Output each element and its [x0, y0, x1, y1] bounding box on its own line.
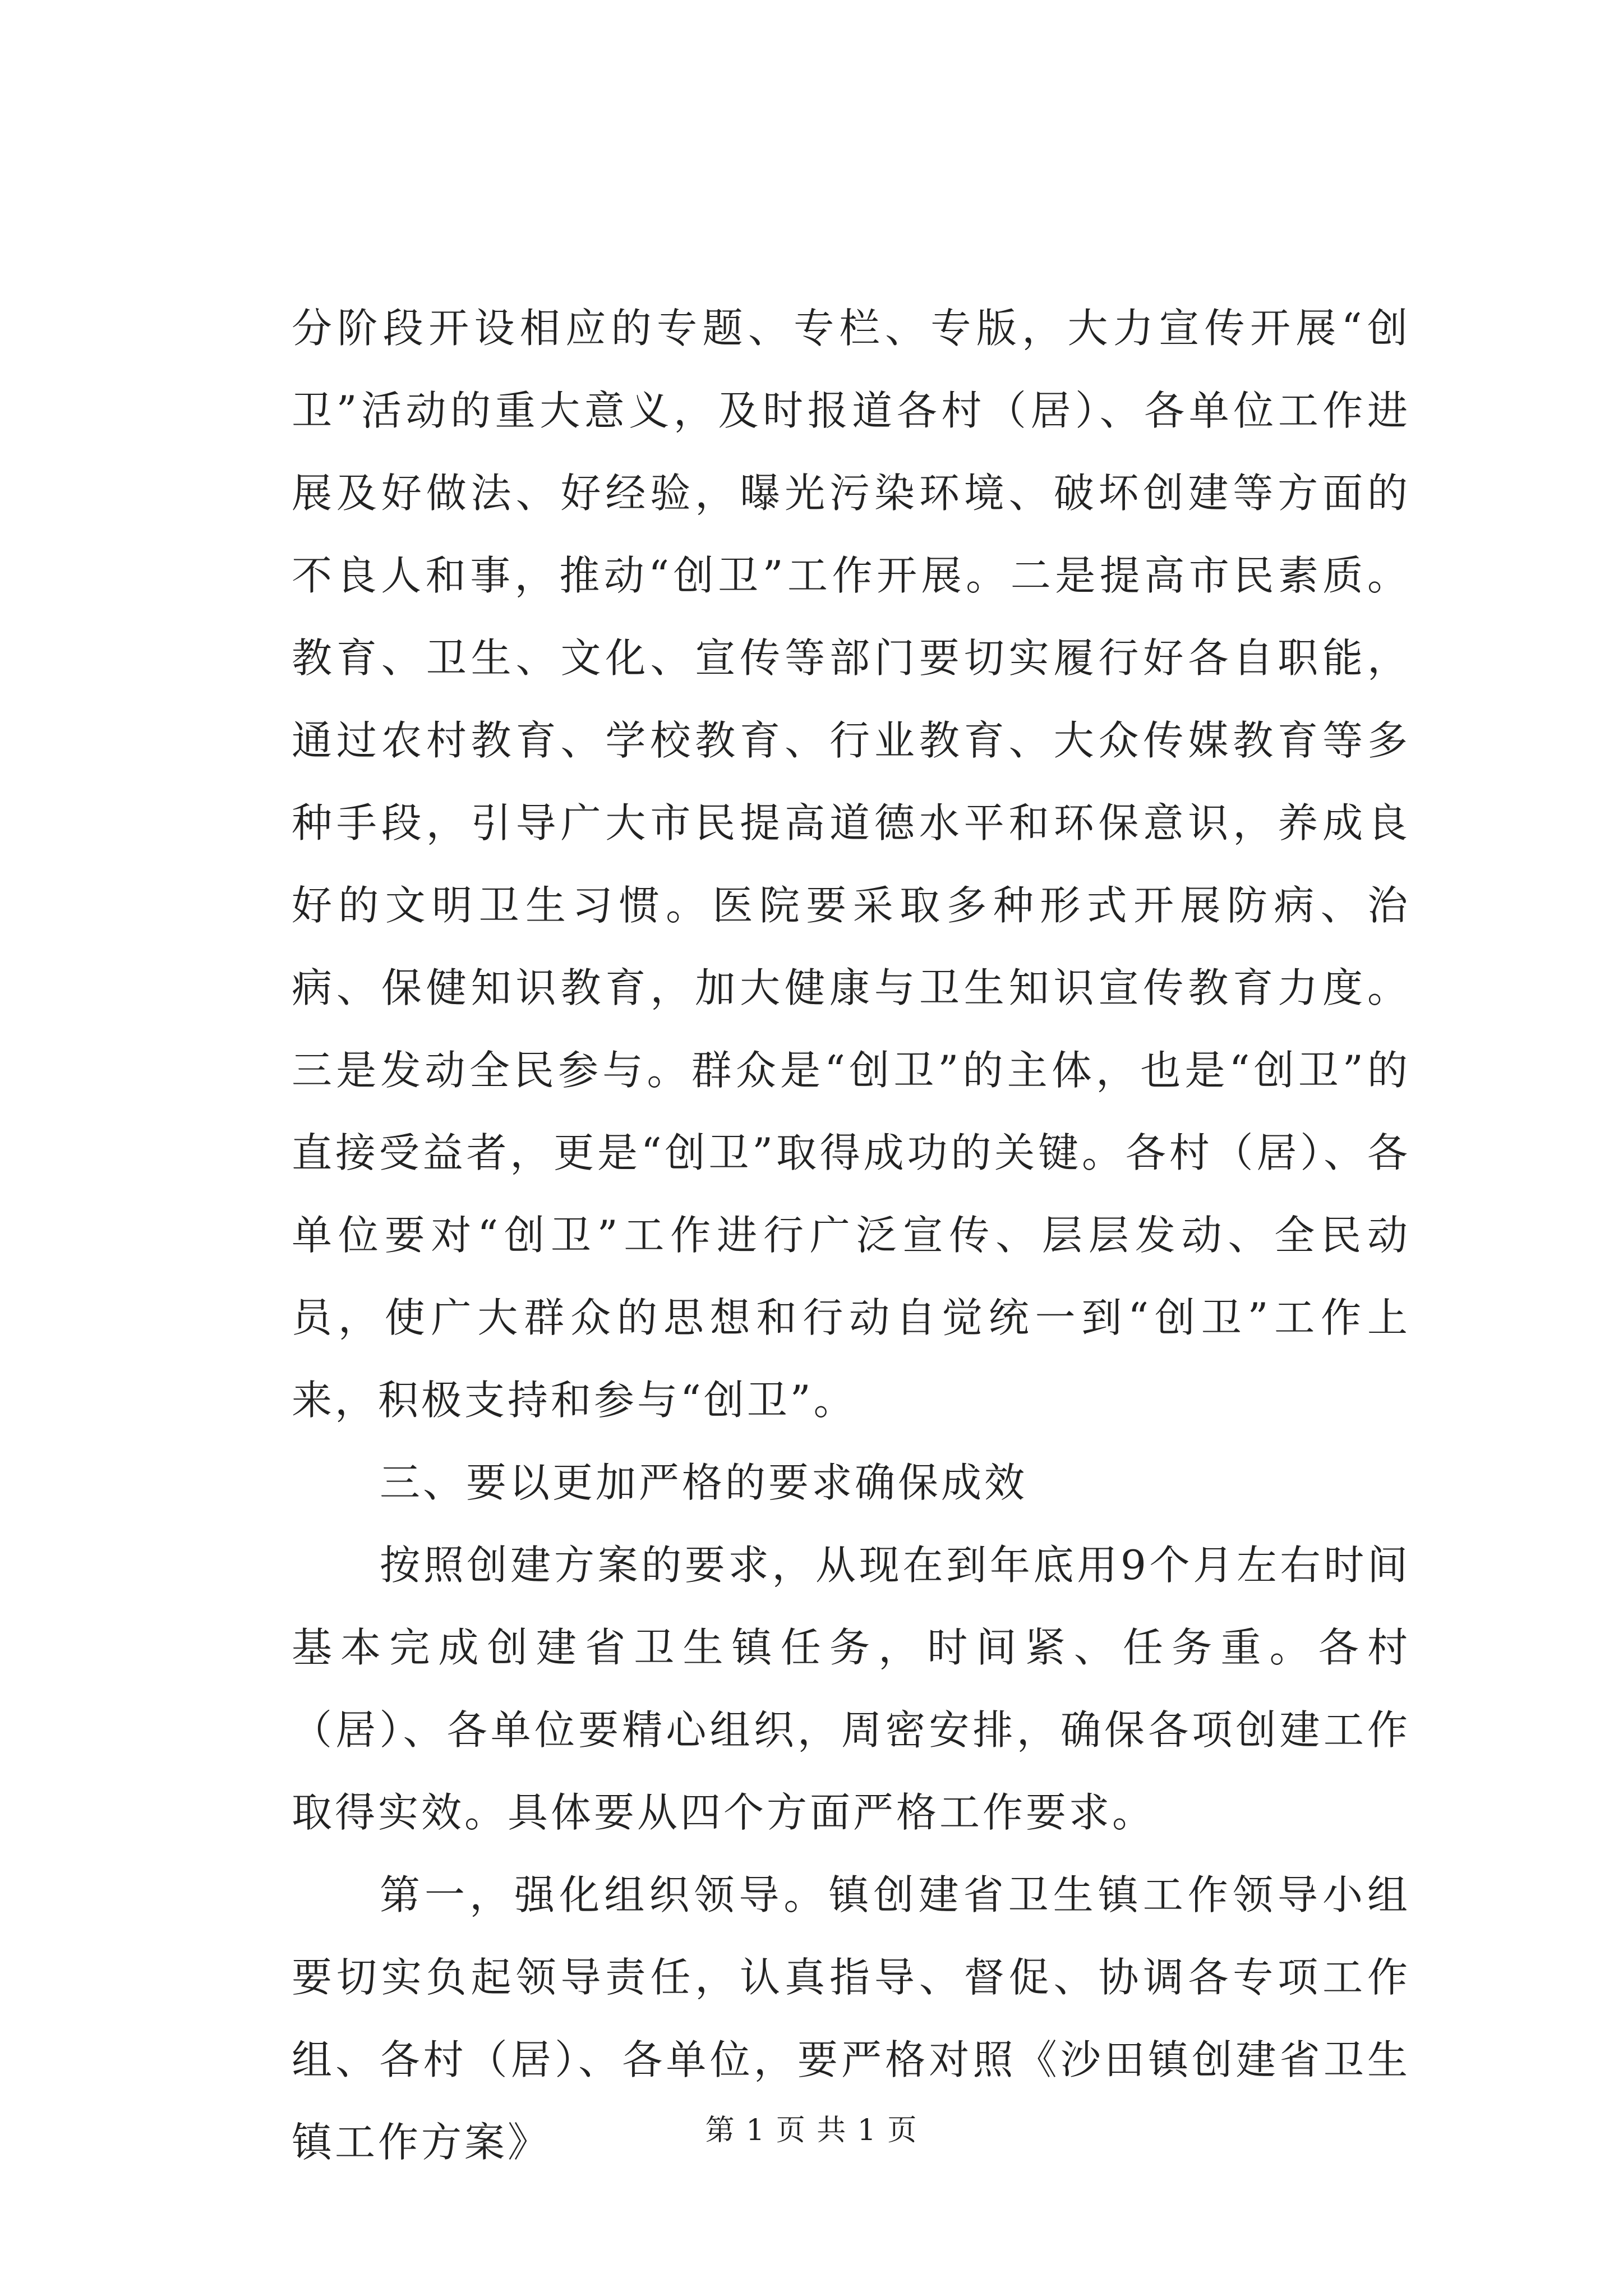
document-body [292, 287, 1410, 2184]
page-footer: 第 1 页 共 1 页 [705, 2114, 918, 2147]
paragraph: 第一，强化组织领导。镇创建省卫生镇工作领导小组要切实负起领导责任，认真指导、督促、协调各专项工作组、各村（居）、各单位，要严格对照《沙田镇创建省卫生镇工作方案》 [292, 1871, 1410, 2166]
paragraph: 按照创建方案的要求，从现在到年底用9个月左右时间基本完成创建省卫生镇任务，时间紧、任务重。各村（居）、各单位要精心组织，周密安排，确保各项创建工作取得实效。具体要从四个方面严格工作要求。 [292, 1542, 1410, 1836]
paragraph-continued: 分阶段开设相应的专题、专栏、专版，大力宣传开展“创卫”活动的重大意义，及时报道各村（居）、各单位工作进展及好做法、好经验，曝光污染环境、破坏创建等方面的不良人和事，推动“创卫”工作开展。二是提高市民素质。教育、卫生、文化、宣传等部门要切实履行好各自职能，通过农村教育、学校教育、行业教育、大众传媒教育等多种手段，引导广大市民提高道德水平和环保意识，养成良好的文明卫生习惯。医院要采取多种形式开展防病、治病、保健知识教育，加大健康与卫生知识宣传教育力度。三是发动全民参与。群众是“创卫”的主体，也是“创卫”的直接受益者，更是“创卫”取得成功的关键。各村（居）、各单位要对“创卫”工作进行广泛宣传、层层发动、全民动员，使广大群众的思想和行动自觉统一到“创卫”工作上来，积极支持和参与“创卫”。 [292, 305, 1410, 1424]
section-heading: 三、要以更加严格的要求确保成效 [380, 1459, 1028, 1506]
